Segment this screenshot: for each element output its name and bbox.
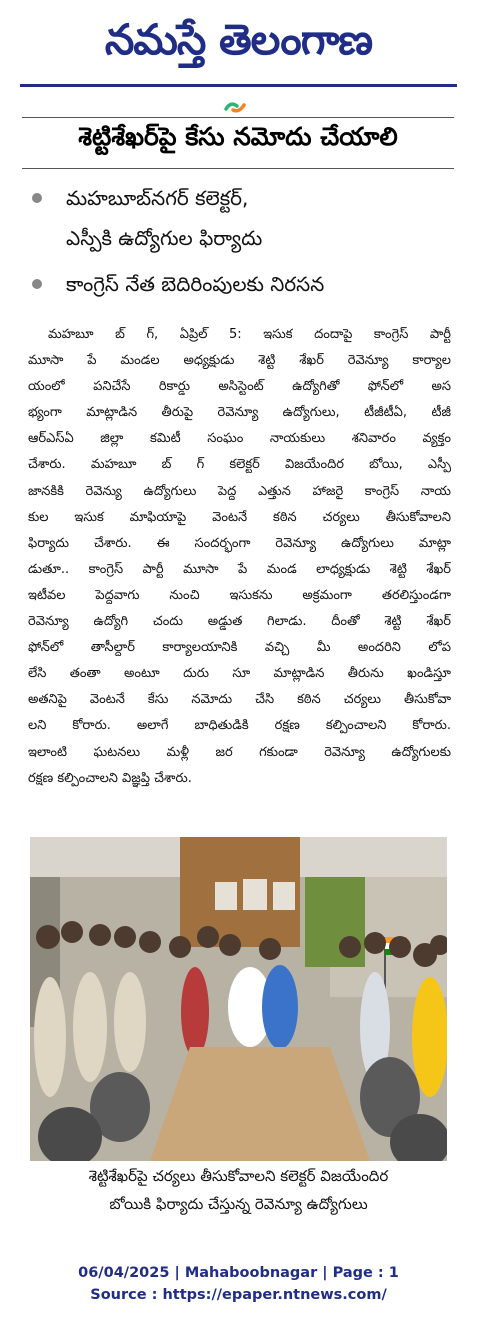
footer-date-edition: 06/04/2025 | Mahaboobnagar | Page : 1: [78, 1265, 399, 1281]
article-body-line: మహబూ బ్ గ్, ఏప్రిల్ 5: ఇసుక దందాపై కాంగ్రెస్ పార్టీ: [48, 327, 451, 342]
article-body-line: కుల ఇసుక మాఫియాపై వెంటనే కఠిన చర్యలు తీసుకోవాలని: [28, 509, 451, 525]
article-body-line: లేసి తంతా అంటూ దురు సూ మాట్లాడిన తీరును ఖండిస్తూ: [28, 666, 451, 682]
page-footer: [0, 1262, 477, 1306]
subheadline-list: [28, 178, 454, 304]
subheadline-line: కాంగ్రెస్ నేత బెదిరింపులకు నిరసన: [66, 272, 325, 296]
bullet-dot-icon: [32, 193, 42, 203]
article-body-line: రెవెన్యూ ఉద్యోగి చందు అడ్డుత గిలాడు. దీంతో శెట్టి శేఖర్: [28, 614, 451, 630]
article-body-line: చేశారు. మహబూ బ్ గ్ కలెక్టర్ విజయేందిర బోయి, ఎస్పీ: [28, 457, 451, 473]
newspaper-masthead: [20, 6, 457, 87]
bullet-dot-icon: [32, 279, 42, 289]
article-body: [28, 322, 451, 792]
article-body-line: భ్యంగా మాట్లాడిన తీరుపై రెవెన్యూ ఉద్యోగులు, టీజీటీఏ, టీజీ: [28, 405, 451, 421]
article-body-line: మూసా పే మండల అధ్యక్షుడు శెట్టి శేఖర్ రెవెన్యూ కార్యాల: [28, 353, 451, 369]
subheadline-line: మహబూబ్‌నగర్ కలెక్టర్,: [66, 186, 249, 210]
article-body-line: డుతూ.. కాంగ్రెస్ పార్టీ మూసా పే మండ లాధ్యక్షుడు శెట్టి శేఖర్: [28, 561, 451, 577]
subheadline-line: ఎస్పీకి ఉద్యోగుల ఫిర్యాదు: [66, 226, 263, 250]
article-body-line: ఫిర్యాదు చేశారు. ఈ సందర్భంగా రెవెన్యూ ఉద్యోగులు మాట్లా: [28, 535, 451, 551]
article-body-line: రక్షణ కల్పించాలని విజ్ఞప్తి చేశారు.: [28, 770, 192, 786]
newspaper-logo-mark-icon: [224, 100, 246, 114]
photo-caption-line: శెట్టిశేఖర్‌పై చర్యలు తీసుకోవాలని కలెక్టర్ విజయేందిర: [88, 1167, 389, 1185]
masthead-title: నమస్తే తెలంగాణ: [104, 15, 373, 64]
article-body-line: ఇటీవల పెద్దవాగు నుంచి ఇసుకను అక్రమంగా తరలిస్తుండగా: [28, 587, 451, 603]
photo-caption-line: బోయికి ఫిర్యాదు చేస్తున్న రెవెన్యూ ఉద్యోగులు: [109, 1195, 368, 1213]
article-body-line: జానకికి రెవెన్యు ఉద్యోగులు పెద్ద ఎత్తున హాజరై కాంగ్రెస్ నాయ: [28, 483, 451, 499]
subheadline-item: [28, 264, 454, 304]
headline-bottom-rule: [22, 168, 454, 169]
headline-top-rule: [22, 117, 454, 118]
article-body-line: ఇలాంటి ఘటనలు మళ్లీ జర గకుండా రెవెన్యూ ఉద్యోగులకు: [28, 744, 451, 760]
article-body-line: అతనిపై వెంటనే కేసు నమోదు చేసి కఠిన చర్యలు తీసుకోవా: [28, 692, 451, 708]
article-body-line: యంలో పనిచేసే రికార్డు అసిస్టెంట్ ఉద్యోగితో ఫోన్‌లో అస: [28, 379, 451, 395]
article-body-line: లని కోరారు. అలాగే బాధితుడికి రక్షణ కల్పించాలని కోరారు.: [28, 718, 451, 734]
article-photo: [30, 837, 447, 1161]
footer-source: Source : https://epaper.ntnews.com/: [90, 1287, 387, 1303]
article-body-line: ఆర్‌ఎస్‌ఏ జిల్లా కమిటీ సంఘం నాయకులు శనివారం వ్యక్తం: [28, 431, 451, 447]
article-headline: శెట్టిశేఖర్‌పై కేసు నమోదు చేయాలి: [78, 122, 398, 151]
subheadline-item: [28, 178, 454, 258]
article-body-line: ఫోన్‌లో తాసీల్దార్ కార్యాలయానికి వచ్చి మీ అందరిని లోప: [28, 640, 451, 656]
photo-caption: [30, 1162, 447, 1218]
